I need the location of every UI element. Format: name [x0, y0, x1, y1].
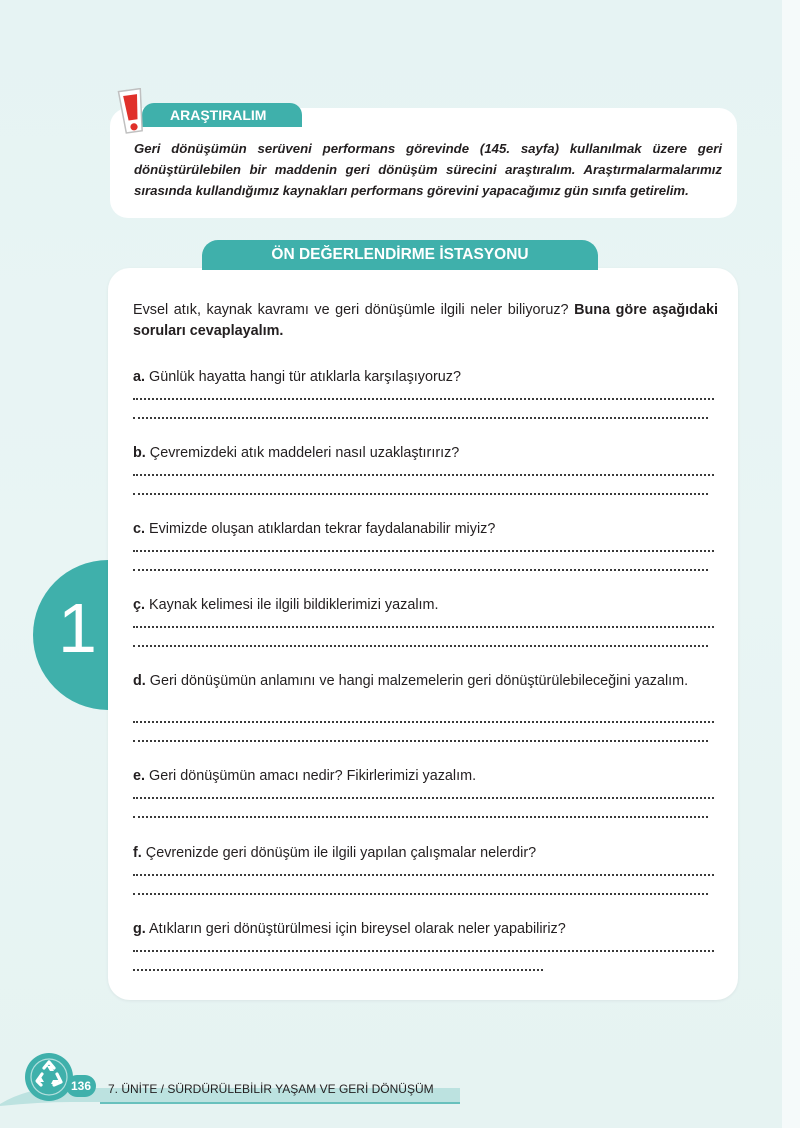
- question-b: [133, 443, 718, 463]
- answer-line[interactable]: [133, 812, 708, 818]
- question-text: Atıkların geri dönüştürülmesi için bireysel olarak neler yapabiliriz?: [149, 921, 566, 937]
- research-text: Geri dönüşümün serüveni performans görevinde (145. sayfa) kullanılmak üzere geri dönüştürülebilen bir maddenin geri dönüşüm sürecini araştıralım. Araştırmalarmalarımız sırasında kullandığımız kaynakları performans görevini yapacağımız gün sınıfa getirelim.: [134, 141, 722, 198]
- question-g: [133, 919, 718, 939]
- answer-line[interactable]: [133, 736, 708, 742]
- question-letter: f.: [133, 845, 142, 861]
- answer-line[interactable]: [133, 946, 714, 952]
- question-text: Evimizde oluşan atıklardan tekrar faydalanabilir miyiz?: [149, 521, 496, 537]
- research-tab: [142, 103, 302, 127]
- question-letter: b.: [133, 445, 146, 461]
- answer-line[interactable]: [133, 394, 714, 400]
- unit-title: 7. ÜNİTE / SÜRDÜRÜLEBİLİR YAŞAM VE GERİ DÖNÜŞÜM: [108, 1082, 434, 1096]
- question-text: Geri dönüşümün anlamını ve hangi malzemelerin geri dönüştürülebileceğini yazalım.: [149, 673, 689, 689]
- question-text: Çevremizdeki atık maddeleri nasıl uzaklaştırırız?: [149, 445, 460, 461]
- question-d: [133, 671, 718, 691]
- question-e: [133, 766, 718, 786]
- answer-line[interactable]: [133, 965, 543, 971]
- question-letter: g.: [133, 921, 146, 937]
- answer-line[interactable]: [133, 622, 714, 628]
- answer-line[interactable]: [133, 889, 708, 895]
- question-text: Geri dönüşümün amacı nedir? Fikirlerimizi yazalım.: [149, 768, 477, 784]
- station-tab: [202, 240, 598, 270]
- answer-line[interactable]: [133, 641, 708, 647]
- answer-line[interactable]: [133, 717, 714, 723]
- question-text: Kaynak kelimesi ile ilgili bildiklerimizi yazalım.: [149, 597, 439, 613]
- question-a: [133, 367, 718, 387]
- question-text: Günlük hayatta hangi tür atıklarla karşılaşıyoruz?: [149, 369, 461, 385]
- question-text: Çevrenizde geri dönüşüm ile ilgili yapılan çalışmalar nelerdir?: [145, 845, 537, 861]
- question-letter: d.: [133, 673, 146, 689]
- recycle-icon: [24, 1052, 74, 1102]
- question-c: [133, 519, 718, 539]
- research-title: ARAŞTIRALIM: [170, 107, 267, 123]
- question-letter: a.: [133, 369, 146, 385]
- station-title: ÖN DEĞERLENDİRME İSTASYONU: [271, 246, 529, 263]
- exclamation-icon: [110, 88, 154, 144]
- intro-plain: Evsel atık, kaynak kavramı ve geri dönüşümle ilgili neler biliyoruz?: [133, 302, 575, 318]
- answer-line[interactable]: [133, 413, 708, 419]
- question-letter: c.: [133, 521, 146, 537]
- page-edge: [782, 0, 800, 1128]
- answer-line[interactable]: [133, 470, 714, 476]
- page-number: 136: [66, 1075, 96, 1097]
- unit-number: 1: [58, 589, 97, 667]
- answer-line[interactable]: [133, 489, 708, 495]
- question-letter: ç.: [133, 597, 146, 613]
- answer-line[interactable]: [133, 870, 714, 876]
- question-letter: e.: [133, 768, 146, 784]
- question-cc: [133, 595, 718, 615]
- answer-line[interactable]: [133, 546, 714, 552]
- answer-line[interactable]: [133, 565, 708, 571]
- question-f: [133, 843, 718, 863]
- answer-line[interactable]: [133, 793, 714, 799]
- intro-bold: Buna göre aşağıdaki soruları cevaplayalım.: [133, 302, 718, 339]
- intro-text: [133, 300, 718, 342]
